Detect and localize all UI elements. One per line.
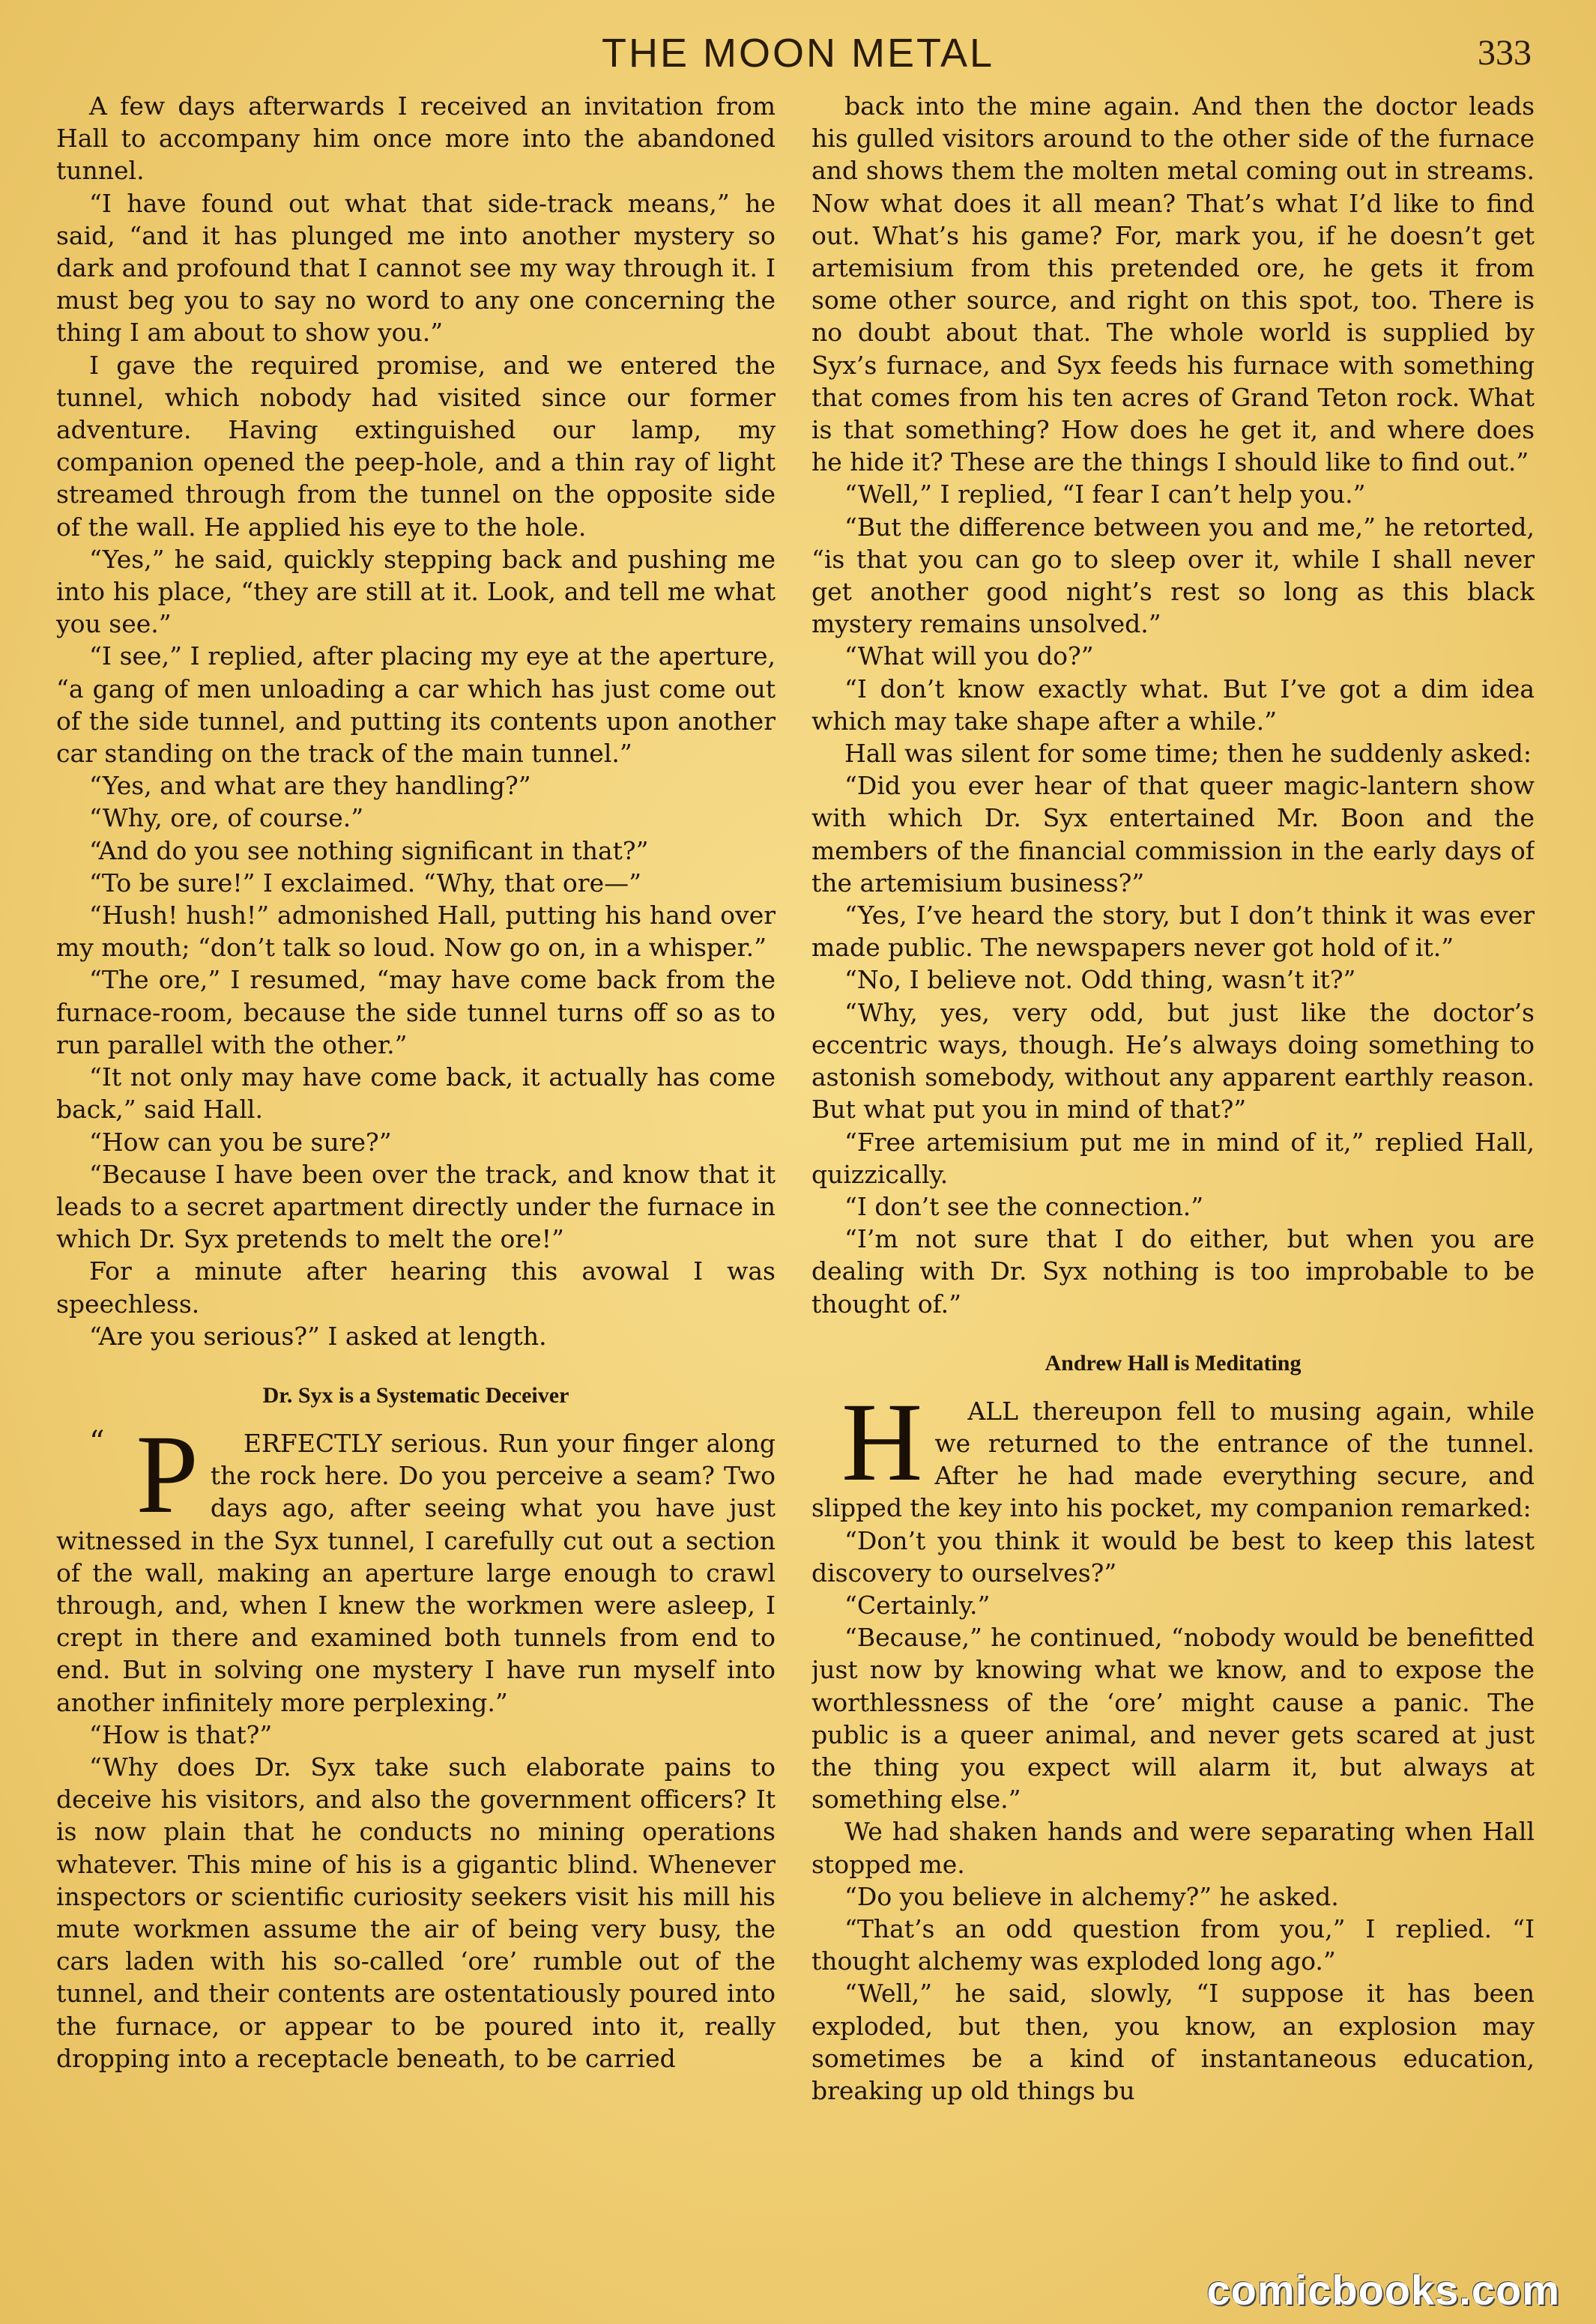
page-header [0,27,1596,79]
paragraph: “It not only may have come back, it actually has come back,” said Hall. [56,1062,776,1125]
paragraph: A few days afterwards I received an invitation from Hall to accompany him once more into the abandoned tunnel. [56,91,776,186]
dropcap-h: H [841,1379,923,1504]
paragraph: “Because I have been over the track, and know that it leads to a secret apartment directly under the furnace in which Dr. Syx pretends to melt the ore!” [56,1159,776,1254]
paragraph: “How can you be sure?” [89,1127,392,1157]
paragraph: “Don’t you think it would be best to keep this latest discovery to ourselves?” [811,1525,1535,1588]
paragraph: “Because,” he continued, “nobody would be benefitted just now by knowing what we know, and to expose the worthlessness of the ‘ore’ might cause a panic. The public is a queer animal, and never gets scared at just the thing you expect will alarm it, but always at something else.” [811,1623,1535,1815]
paragraph: “Do you believe in alchemy?” he asked. [844,1881,1339,1911]
paragraph: “Well,” he said, slowly, “I suppose it has been exploded, but then, you know, an explosion may sometimes be a kind of instantaneous education, breaking up old things bu [811,1979,1535,2105]
paragraph: I gave the required promise, and we entered the tunnel, which nobody had visited since our former adventure. Having extinguished our lamp, my companion opened the peep-hole, and a thin ray of light streamed through from the tunnel on the opposite side of the wall. He applied his eye to the hole. [56,350,776,542]
paragraph: “Well,” I replied, “I fear I can’t help you.” [844,479,1366,509]
paragraph: “Why does Dr. Syx take such elaborate pains to deceive his visitors, and also the government officers? It is now plain that he conducts no mining operations whatever. This mine of his is a gigantic blind. Whenever inspectors or scientific curiosity seekers visit his mill his mute workmen assume the air of being very busy, the cars laden with his so-called ‘ore’ rumble out of the tunnel, and their contents are ostentatiously poured into the furnace, or appear to be poured into it, really dropping into a receptacle beneath, to be carried [56,1752,776,2073]
paragraph: “Certainly.” [844,1590,991,1620]
paragraph: Hall was silent for some time; then he suddenly asked: [844,739,1532,769]
opening-quote: “ [89,1424,105,1459]
section-heading-deceiver: Dr. Syx is a Systematic Deceiver [262,1382,569,1408]
right-top-paragraphs [811,90,1535,1320]
paragraph: “How is that?” [89,1719,273,1749]
left-column [56,90,776,2293]
left-bottom-paragraphs [56,1719,776,2075]
running-title: THE MOON METAL [601,31,995,76]
dropcap-text-left: ERFECTLY serious. Run your finger along the rock here. Do you perceive a seam? Two days ago, after seeing what you have just witnessed in the Syx tunnel, I carefully cut out a section of the wall, making an aperture large enough to crawl through, and, when I knew the workmen were asleep, I crept in there and examined both tunnels from end to end. But in solving one mystery I have run myself into another infinitely more perplexing.” [56,1428,776,1717]
paragraph: “What will you do?” [844,641,1094,671]
paragraph: “Did you ever hear of that queer magic-lantern show with which Dr. Syx entertained Mr. Boon and the members of the financial commission in the early days of the artemisium business?” [811,771,1535,898]
paragraph: “Why, ore, of course.” [89,803,364,833]
section-heading-meditating: Andrew Hall is Meditating [1045,1350,1302,1376]
paragraph: “But the difference between you and me,” he retorted, “is that you can go to sleep over it, while I shall never get another good night’s rest so long as this black mystery remains unsolved.” [811,512,1535,639]
paragraph: back into the mine again. And then the doctor leads his gulled visitors around to the other side of the furnace and shows them the molten metal coming out in streams. Now what does it all mean? That’s what I’d like to find out. What’s his game? For, mark you, if he doesn’t get artemisium from this pretended ore, he gets it from some other source, and right on this spot, too. There is no doubt about that. The whole world is supplied by Syx’s furnace, and Syx feeds his furnace with something that comes from his ten acres of Grand Teton rock. What is that something? How does he get it, and where does he hide it? These are the things I should like to find out.” [811,91,1535,477]
paragraph: “I don’t know exactly what. But I’ve got a dim idea which may take shape after a while.” [811,674,1535,736]
paragraph: We had shaken hands and were separating when Hall stopped me. [811,1817,1535,1879]
paragraph: “The ore,” I resumed, “may have come back from the furnace-room, because the side tunnel turns off so as to run parallel with the other.” [56,965,776,1059]
paragraph: “Are you serious?” I asked at length. [89,1321,547,1351]
paragraph: “Yes,” he said, quickly stepping back and pushing me into his place, “they are still at it. Look, and tell me what you see.” [56,544,776,639]
paragraph: “To be sure!” I exclaimed. “Why, that ore—” [89,868,641,898]
dropcap-paragraph-right [811,1379,1535,1525]
watermark-logo: comicbooks.com [1206,2266,1560,2314]
right-column [811,90,1535,2293]
paragraph: “Yes, I’ve heard the story, but I don’t think it was ever made public. The newspapers never got hold of it.” [811,901,1535,963]
paragraph: “I’m not sure that I do either, but when you are dealing with Dr. Syx nothing is too improbable to be thought of.” [811,1224,1535,1319]
paragraph: “Free artemisium put me in mind of it,” replied Hall, quizzically. [811,1127,1535,1189]
right-bottom-paragraphs [811,1525,1535,2107]
left-top-paragraphs [56,90,776,1352]
dropcap-paragraph-left [56,1411,776,1719]
dropcap-text-right: ALL thereupon fell to musing again, while we returned to the entrance of the tunnel. After he had made everything secure, and slipped the key into his pocket, my companion remarked: [811,1396,1535,1523]
paragraph: “I don’t see the connection.” [844,1191,1204,1221]
paragraph: “I have found out what that side-track means,” he said, “and it has plunged me into another mystery so dark and profound that I cannot see my way through it. I must beg you to say no word to any one concerning the thing I am about to show you.” [56,188,776,348]
paragraph: “Hush! hush!” admonished Hall, putting his hand over my mouth; “don’t talk so loud. Now go on, in a whisper.” [56,901,776,963]
paragraph: “Yes, and what are they handling?” [89,771,531,801]
paragraph: For a minute after hearing this avowal I was speechless. [56,1256,776,1319]
paragraph: “And do you see nothing significant in that?” [89,835,649,865]
page-number: 333 [1478,33,1532,73]
paragraph: “Why, yes, very odd, but just like the doctor’s eccentric ways, though. He’s always doing something to astonish somebody, without any apparent earthly reason. But what put you in mind of that?” [811,997,1535,1125]
dropcap-p: P [136,1411,199,1537]
paragraph: “No, I believe not. Odd thing, wasn’t it?” [844,965,1356,995]
paragraph: “I see,” I replied, after placing my eye at the aperture, “a gang of men unloading a car which has just come out of the side tunnel, and putting its contents upon another car standing on the track of the main tunnel.” [56,641,776,769]
paragraph: “That’s an odd question from you,” I replied. “I thought alchemy was exploded long ago.” [811,1913,1535,1976]
